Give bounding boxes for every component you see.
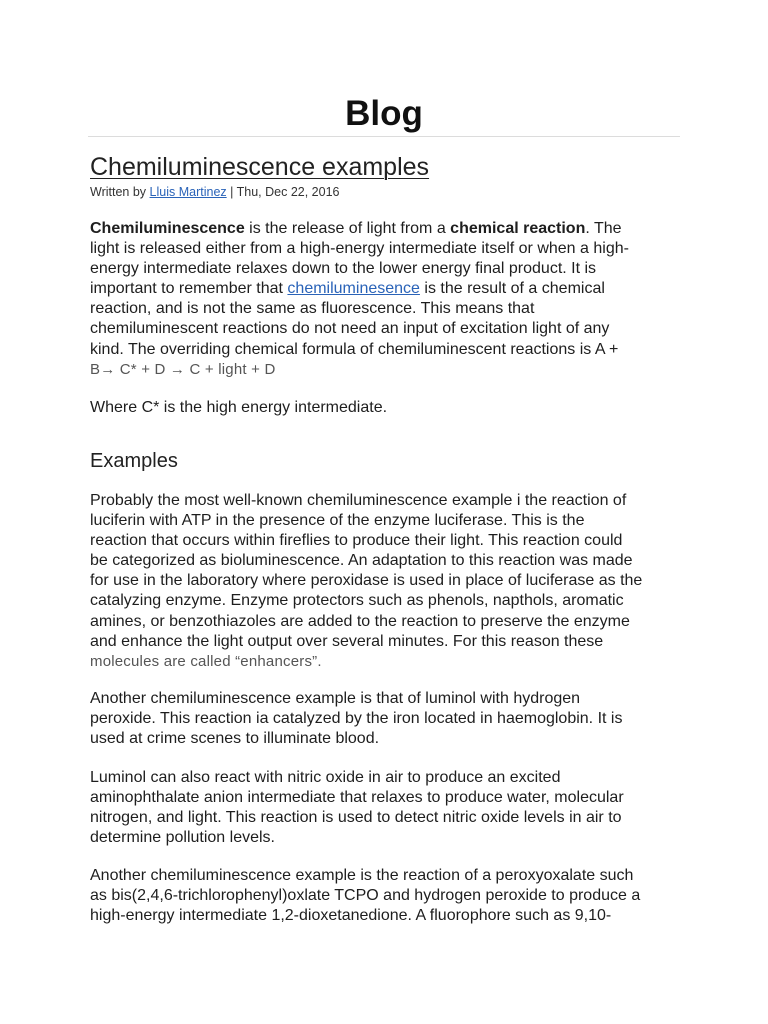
text-line: molecules are called “enhancers”. (90, 652, 322, 670)
author-link[interactable]: Lluis Martinez (149, 185, 227, 199)
text-line: reaction that occurs within fireflies to produce their light. This reaction could (90, 532, 623, 550)
bold-term: chemical reaction (450, 220, 586, 237)
title-divider (88, 136, 680, 137)
byline-prefix: Written by (90, 185, 147, 199)
text-fragment: is the release of light from a (244, 220, 451, 237)
text-line (90, 219, 690, 239)
text-line: Another chemiluminescence example is the reaction of a peroxyoxalate such (90, 867, 634, 884)
text-line: luciferin with ATP in the presence of the enzyme luciferase. This is the (90, 512, 585, 530)
text-line: determine pollution levels. (90, 829, 275, 847)
byline-separator: | (230, 185, 234, 199)
text-line: used at crime scenes to illuminate blood. (90, 730, 380, 748)
example-paragraph-peroxyoxalate (90, 866, 690, 926)
text-line: chemiluminescent reactions do not need an input of excitation light of any (90, 320, 610, 338)
blog-title: Blog (345, 94, 423, 133)
text-line: Another chemiluminescence example is that of luminol with hydrogen (90, 690, 581, 707)
text-line: for use in the laboratory where peroxidase is used in place of luciferase as the (90, 572, 643, 590)
example-paragraph-nitric-oxide (90, 768, 690, 848)
text-line: light is released either from a high-energy intermediate itself or when a high- (90, 240, 629, 258)
text-line: Where C* is the high energy intermediate. (90, 399, 388, 416)
text-line: Luminol can also react with nitric oxide in air to produce an excited (90, 769, 561, 786)
intro-paragraph (90, 219, 690, 380)
text-line: as bis(2,4,6-trichlorophenyl)oxlate TCPO and hydrogen peroxide to produce a (90, 887, 641, 905)
byline (90, 184, 340, 200)
text-line: be categorized as bioluminescence. An adaptation to this reaction was made (90, 552, 633, 570)
post-title[interactable]: Chemiluminescence examples (90, 153, 430, 181)
text-fragment: important to remember that (90, 280, 288, 298)
post-date: Thu, Dec 22, 2016 (236, 185, 340, 199)
text-line: Probably the most well-known chemiluminescence example i the reaction of (90, 492, 627, 509)
text-line: peroxide. This reaction ia catalyzed by the iron located in haemoglobin. It is (90, 710, 623, 728)
text-line: high-energy intermediate 1,2-dioxetanedione. A fluorophore such as 9,10- (90, 907, 612, 925)
intermediate-note (90, 398, 690, 418)
text-line: nitrogen, and light. This reaction is used to detect nitric oxide levels in air to (90, 809, 622, 827)
bold-term: Chemiluminescence (90, 220, 245, 237)
examples-heading: Examples (90, 450, 178, 472)
text-line: amines, or benzothiazoles are added to the reaction to preserve the enzyme (90, 612, 630, 630)
text-line (90, 279, 690, 299)
text-line: catalyzing enzyme. Enzyme protectors such as phenols, napthols, aromatic (90, 592, 624, 610)
text-line: and enhance the light output over several minutes. For this reason these (90, 632, 604, 650)
formula-line: B→ C* + D → C + light + D (90, 360, 276, 378)
chemiluminesence-link[interactable]: chemiluminesence (287, 280, 420, 298)
example-paragraph-luminol (90, 689, 690, 749)
text-line: reaction, and is not the same as fluorescence. This means that (90, 300, 535, 318)
text-fragment: is the result of a chemical (419, 280, 605, 298)
text-line: energy intermediate relaxes down to the lower energy final product. It is (90, 260, 597, 278)
text-fragment: . The (585, 220, 622, 237)
text-line: kind. The overriding chemical formula of chemiluminescent reactions is A + (90, 340, 619, 358)
text-line: aminophthalate anion intermediate that relaxes to produce water, molecular (90, 789, 624, 807)
example-paragraph-luciferin (90, 491, 690, 672)
